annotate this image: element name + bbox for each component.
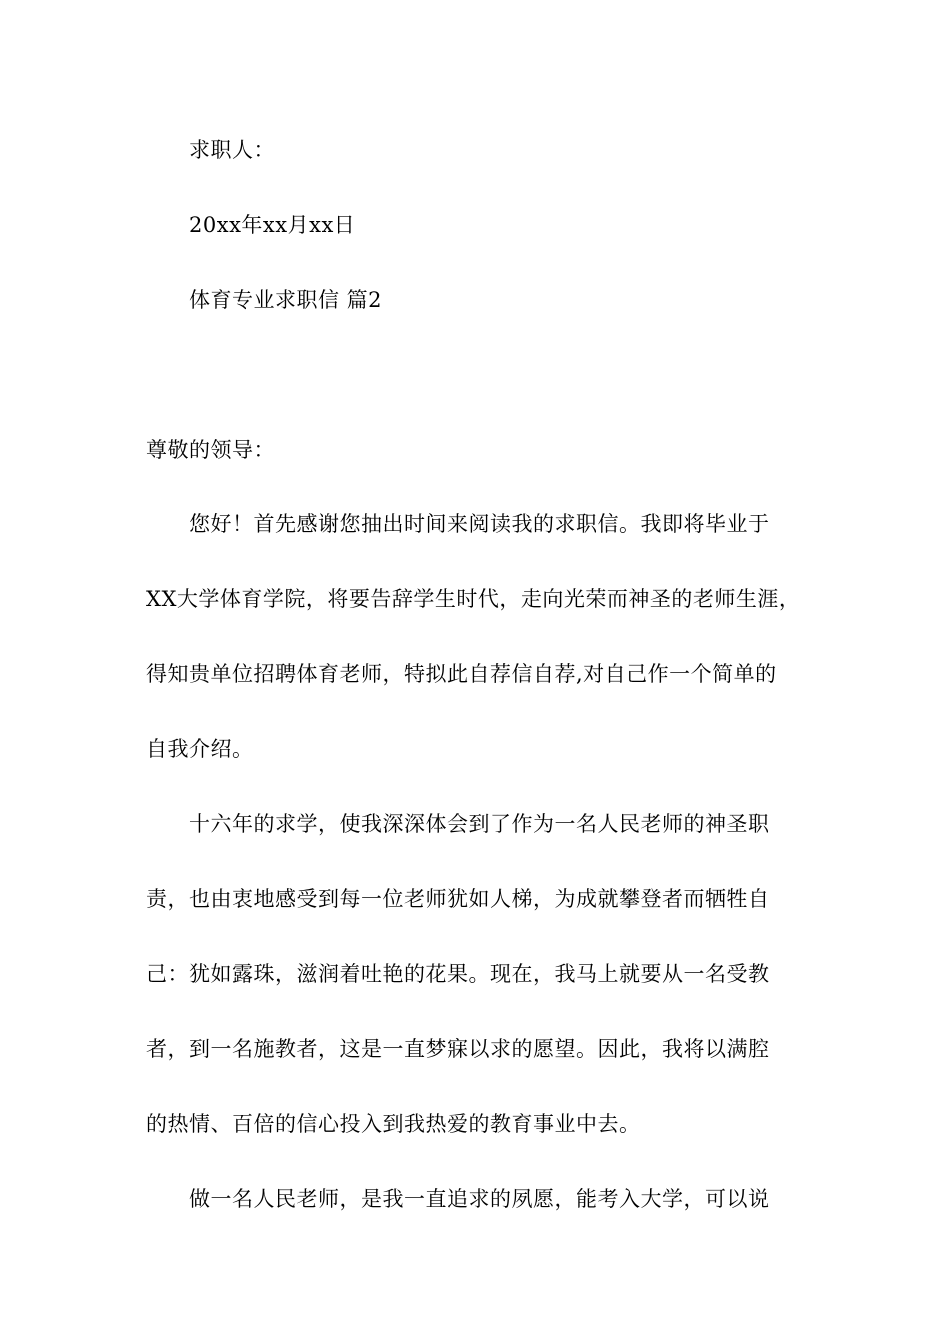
paragraph-1-line-1: 您好！首先感谢您抽出时间来阅读我的求职信。我即将毕业于 [189, 512, 770, 536]
paragraph-2-line-5: 的热情、百倍的信心投入到我热爱的教育事业中去。 [146, 1112, 641, 1136]
paragraph-2-line-2: 责，也由衷地感受到每一位老师犹如人梯，为成就攀登者而牺牲自 [146, 887, 770, 911]
paragraph-3-line-1: 做一名人民老师，是我一直追求的夙愿，能考入大学，可以说 [189, 1187, 770, 1211]
paragraph-1-line-4: 自我介绍。 [146, 737, 254, 761]
signature-label: 求职人： [189, 138, 275, 162]
letter-date: 20xx年xx月xx日 [189, 213, 356, 237]
paragraph-2-line-3: 己：犹如露珠，滋润着吐艳的花果。现在，我马上就要从一名受教 [146, 962, 770, 986]
salutation: 尊敬的领导： [146, 438, 275, 462]
paragraph-1-line-2: XX大学体育学院，将要告辞学生时代，走向光荣而神圣的老师生涯， [146, 587, 801, 611]
paragraph-2-line-4: 者，到一名施教者，这是一直梦寐以求的愿望。因此，我将以满腔 [146, 1037, 770, 1061]
paragraph-1-line-3: 得知贵单位招聘体育老师，特拟此自荐信自荐,对自己作一个简单的 [146, 662, 777, 686]
paragraph-2-line-1: 十六年的求学，使我深深体会到了作为一名人民老师的神圣职 [189, 812, 770, 836]
section-heading: 体育专业求职信 篇2 [189, 288, 383, 312]
